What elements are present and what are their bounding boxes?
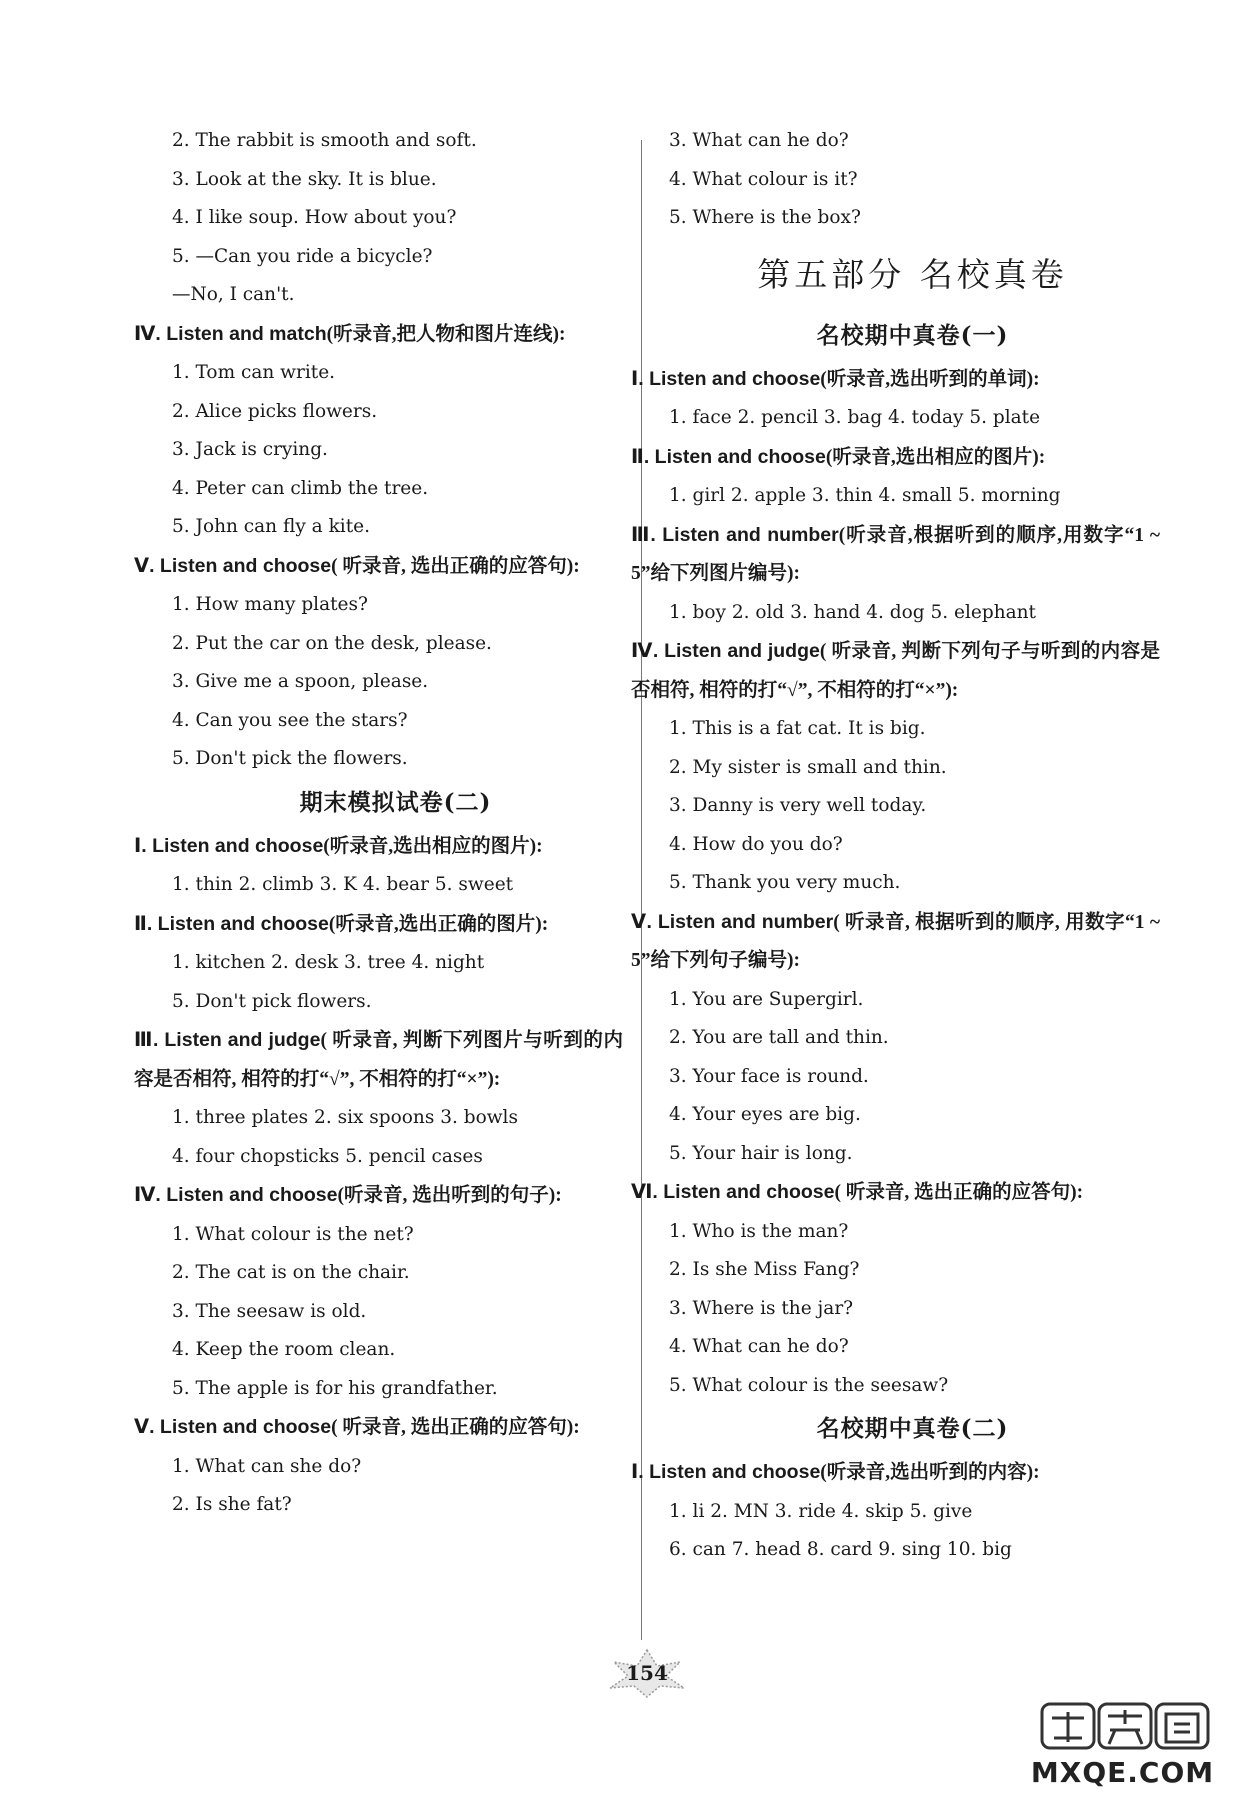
answer-line: 1. boy 2. old 3. hand 4. dog 5. elephant	[669, 601, 1036, 623]
answer-line: 2. Is she fat?	[172, 1494, 292, 1515]
page-number: 154	[626, 1661, 668, 1685]
answer-line: 2. Alice picks flowers.	[172, 400, 378, 422]
section-instruction: (听录音,选出听到的内容):	[820, 1462, 1040, 1483]
section-instruction: ( 听录音, 根据听到的顺序, 用数字“1 ~ 5”给下列句子编号):	[631, 911, 1160, 971]
answer-line: 4. What colour is it?	[669, 168, 858, 190]
answer-line: 4. Your eyes are big.	[669, 1104, 861, 1125]
section-instruction: ( 听录音, 判断下列句子与听到的内容是否相符, 相符的打“√”, 不相符的打“×”):	[631, 641, 1160, 701]
watermark-text: MXQE.COM	[1030, 1756, 1215, 1789]
section-instruction: ( 听录音, 选出正确的应答句):	[331, 555, 580, 577]
section-label: Ⅳ. Listen and choose	[134, 1184, 338, 1206]
answer-line: 5. —Can you ride a bicycle?	[172, 245, 433, 267]
answer-line: 5. What colour is the seesaw?	[669, 1374, 949, 1396]
section-label: Ⅵ. Listen and choose	[631, 1181, 835, 1203]
section-label: Ⅱ. Listen and choose	[134, 912, 329, 935]
answer-line: 4. Peter can climb the tree.	[172, 477, 429, 499]
section-heading	[134, 547, 623, 587]
answer-line: 1. How many plates?	[172, 594, 368, 615]
answer-line: 1. Tom can write.	[172, 362, 336, 383]
section-heading	[631, 903, 1160, 981]
answer-line: 5. John can fly a kite.	[172, 516, 370, 537]
answer-line: 4. How do you do?	[669, 833, 843, 855]
section-instruction: (听录音,选出相应的图片):	[323, 835, 543, 857]
section-instruction: (听录音,选出正确的图片):	[328, 913, 549, 935]
section-label: Ⅰ. Listen and choose	[134, 834, 324, 857]
section-label: Ⅲ. Listen and number	[631, 523, 839, 546]
watermark-logo-icon	[1040, 1700, 1210, 1752]
answer-line: 3. Look at the sky. It is blue.	[172, 168, 437, 190]
answer-line: 4. What can he do?	[669, 1336, 849, 1357]
answer-line: 1. Who is the man?	[669, 1220, 849, 1242]
page-number-badge	[602, 1648, 692, 1698]
answer-line: 1. face 2. pencil 3. bag 4. today 5. plate	[669, 407, 1041, 428]
section-heading	[631, 1173, 1160, 1213]
answer-line: 6. can 7. head 8. card 9. sing 10. big	[669, 1539, 1012, 1560]
section-heading	[134, 1021, 623, 1099]
part-title: 第五部分 名校真卷	[757, 254, 1068, 294]
answer-line: 1. li 2. MN 3. ride 4. skip 5. give	[669, 1500, 973, 1522]
section-label: Ⅳ. Listen and judge	[631, 640, 820, 662]
section-instruction: (听录音,把人物和图片连线):	[326, 323, 566, 345]
section-heading	[134, 827, 623, 867]
answer-line: —No, I can't.	[172, 284, 295, 305]
section-heading	[631, 438, 1160, 478]
answer-line: 1. What colour is the net?	[172, 1223, 414, 1245]
answer-line: 5. Your hair is long.	[669, 1142, 853, 1164]
paper-title: 期末模拟试卷(二)	[299, 788, 492, 816]
answer-line: 3. The seesaw is old.	[172, 1300, 367, 1322]
answer-line: 3. Where is the jar?	[669, 1297, 854, 1319]
right-column	[631, 122, 1161, 1570]
answer-line: 2. You are tall and thin.	[669, 1027, 889, 1048]
section-instruction: (听录音,根据听到的顺序,用数字“1 ~ 5”给下列图片编号):	[631, 524, 1161, 584]
answer-line: 1. kitchen 2. desk 3. tree 4. night	[172, 952, 485, 973]
section-instruction: (听录音,选出听到的单词):	[820, 368, 1040, 390]
answer-line: 2. The rabbit is smooth and soft.	[172, 130, 477, 151]
answer-line: 3. Your face is round.	[669, 1065, 869, 1087]
answer-line: 3. What can he do?	[669, 130, 849, 151]
answer-line: 1. This is a fat cat. It is big.	[669, 718, 926, 739]
left-column	[134, 122, 623, 1525]
section-instruction: ( 听录音, 选出正确的应答句):	[331, 1417, 580, 1438]
paper-title: 名校期中真卷(一)	[816, 321, 1009, 349]
answer-line: 5. Don't pick flowers.	[172, 990, 372, 1012]
answer-line: 3. Give me a spoon, please.	[172, 671, 429, 692]
answer-line: 5. The apple is for his grandfather.	[172, 1377, 498, 1399]
answer-line: 5. Where is the box?	[669, 207, 861, 228]
answer-line: 1. girl 2. apple 3. thin 4. small 5. morning	[669, 485, 1061, 506]
section-heading	[631, 1453, 1160, 1493]
section-label: Ⅰ. Listen and choose	[631, 367, 821, 390]
section-heading	[134, 905, 623, 945]
answer-line: 2. My sister is small and thin.	[669, 756, 947, 778]
answer-line: 1. What can she do?	[172, 1455, 362, 1477]
section-heading	[134, 1408, 623, 1448]
answer-line: 4. Can you see the stars?	[172, 709, 408, 731]
paper-title: 名校期中真卷(二)	[816, 1415, 1009, 1442]
answer-line: 2. Is she Miss Fang?	[669, 1259, 860, 1280]
answer-line: 2. Put the car on the desk, please.	[172, 632, 492, 654]
watermark	[1010, 1700, 1235, 1795]
answer-line: 4. I like soup. How about you?	[172, 207, 457, 228]
section-label: Ⅳ. Listen and match	[134, 322, 327, 345]
answer-line: 5. Don't pick the flowers.	[172, 748, 408, 769]
answer-line: 3. Danny is very well today.	[669, 795, 927, 816]
answer-line: 1. three plates 2. six spoons 3. bowls	[172, 1107, 518, 1128]
answer-line: 1. thin 2. climb 3. K 4. bear 5. sweet	[172, 874, 514, 895]
section-label: Ⅱ. Listen and choose	[631, 445, 826, 468]
section-heading	[631, 516, 1160, 594]
section-heading	[631, 632, 1160, 710]
answer-line: 4. four chopsticks 5. pencil cases	[172, 1145, 483, 1167]
section-label: Ⅴ. Listen and number	[631, 910, 834, 933]
section-label: Ⅰ. Listen and choose	[631, 1461, 821, 1483]
section-label: Ⅴ. Listen and choose	[134, 554, 332, 577]
section-heading	[631, 360, 1160, 400]
answer-line: 3. Jack is crying.	[172, 439, 328, 460]
section-label: Ⅲ. Listen and judge	[134, 1029, 321, 1051]
answer-line: 2. The cat is on the chair.	[172, 1262, 410, 1283]
section-heading	[134, 1176, 623, 1216]
section-instruction: (听录音, 选出听到的句子):	[337, 1185, 562, 1206]
answer-line: 5. Thank you very much.	[669, 872, 901, 893]
section-instruction: ( 听录音, 选出正确的应答句):	[834, 1182, 1084, 1203]
section-instruction: (听录音,选出相应的图片):	[825, 446, 1046, 468]
answer-line: 4. Keep the room clean.	[172, 1339, 396, 1360]
section-heading	[134, 315, 623, 355]
answer-line: 1. You are Supergirl.	[669, 988, 864, 1010]
section-label: Ⅴ. Listen and choose	[134, 1416, 332, 1438]
section-instruction: ( 听录音, 判断下列图片与听到的内容是否相符, 相符的打“√”, 不相符的打“×”):	[134, 1030, 623, 1090]
